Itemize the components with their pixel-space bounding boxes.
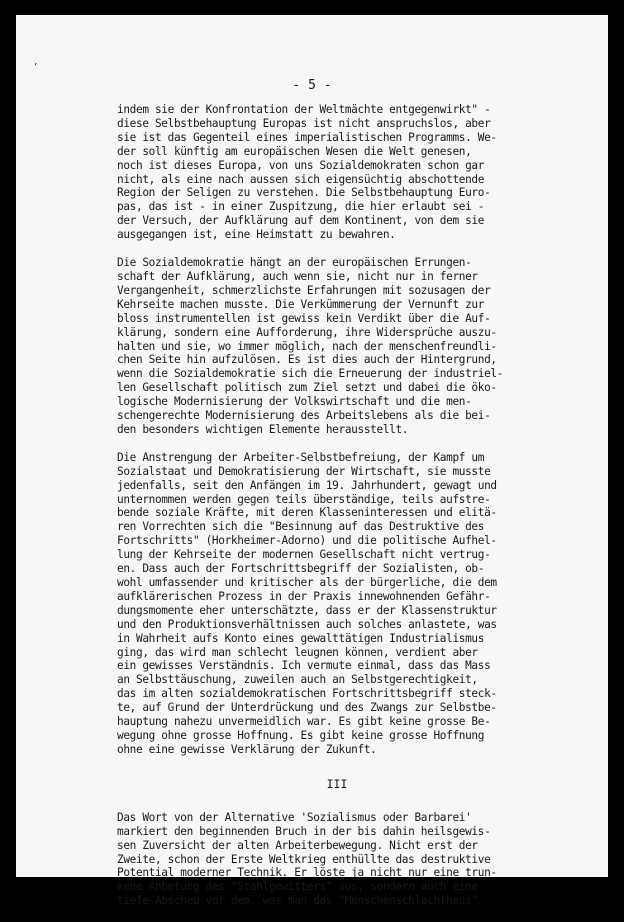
text-line: Region der Seligen zu verstehen. Die Selbstbehauptung Euro- bbox=[117, 186, 491, 200]
text-line: in Wahrheit aufs Konto eines gewalttätigen Industrialismus bbox=[117, 631, 485, 645]
text-line: an Selbsttäuschung, zuweilen auch an Selbstgerechtigkeit, bbox=[117, 673, 478, 687]
text-line: bloss instrumentellen ist gewiss kein Verdikt über die Auf- bbox=[117, 311, 491, 325]
text-line: Das Wort von der Alternative 'Sozialismus oder Barbarei' bbox=[117, 810, 472, 824]
text-line: te, auf Grund der Unterdrückung und des Zwangs zur Selbstbe- bbox=[117, 701, 497, 715]
text-line: markiert den beginnenden Bruch in der bis dahin heilsgewis- bbox=[117, 824, 491, 838]
text-line: der soll künftig am europäischen Wesen die Welt genesen, bbox=[117, 144, 472, 158]
text-line: klärung, sondern eine Aufforderung, ihre Widersprüche auszu- bbox=[117, 325, 497, 339]
text-line: schaft der Aufklärung, auch wenn sie, nicht nur in ferner bbox=[117, 269, 478, 283]
text-line: wenn die Sozialdemokratie sich die Erneuerung der industriel- bbox=[117, 367, 504, 381]
text-line: diese Selbstbehauptung Europas ist nicht anspruchslos, aber bbox=[117, 116, 491, 130]
text-line: tiefe Abscheu vor dem, was man das "Menschenschlachthaus" bbox=[117, 894, 478, 908]
text-line: Zweite, schon der Erste Weltkrieg enthüllte das destruktive bbox=[117, 852, 491, 866]
text-line: Potential moderner Technik. Er löste ja nicht nur eine trun- bbox=[117, 866, 497, 880]
text-line: ein gewisses Verständnis. Ich vermute einmal, dass das Mass bbox=[117, 659, 491, 673]
text-line: Die Anstrengung der Arbeiter-Selbstbefreiung, der Kampf um bbox=[117, 450, 485, 464]
text-line: bende soziale Kräfte, mit deren Klasseninteressen und elitä- bbox=[117, 506, 497, 520]
document-page bbox=[16, 15, 608, 908]
text-line: len Gesellschaft politisch zum Ziel setzt und dabei die öko- bbox=[117, 381, 497, 395]
text-line: aufklärerischen Prozess in der Praxis innewohnenden Gefähr- bbox=[117, 589, 491, 603]
text-line: halten und sie, wo immer möglich, nach der menschenfreundli- bbox=[117, 339, 497, 353]
text-line: logische Modernisierung der Volkswirtschaft und die men- bbox=[117, 395, 472, 409]
section-heading: III bbox=[326, 776, 348, 791]
text-line: wohl umfassender und kritischer als der bürgerliche, die dem bbox=[117, 576, 497, 589]
text-line: schengerechte Modernisierung des Arbeitslebens als die bei- bbox=[117, 409, 491, 423]
page-number: - 5 - bbox=[292, 78, 332, 93]
text-line: ren Vorrechten sich die "Besinnung auf das Destruktive des bbox=[117, 520, 485, 534]
text-line: und den Produktionsverhältnissen auch solches anlastete, was bbox=[117, 617, 497, 631]
text-line: Vergangenheit, schmerzlichste Erfahrungen mit sozusagen der bbox=[117, 283, 491, 297]
body-text bbox=[117, 103, 555, 922]
text-line: jedenfalls, seit den Anfängen im 19. Jahrhundert, gewagt und bbox=[117, 478, 497, 492]
paragraph bbox=[117, 451, 555, 757]
text-line: Die Sozialdemokratie hängt an der europäischen Errungen- bbox=[117, 256, 472, 270]
paragraph bbox=[117, 103, 555, 242]
text-line: das im alten sozialdemokratischen Fortschrittsbegriff steck- bbox=[117, 687, 497, 701]
text-line: pas, das ist - in einer Zuspitzung, die hier erlaubt sei - bbox=[117, 200, 485, 214]
text-line: wegung ohne grosse Hoffnung. Es gibt keine grosse Hoffnung bbox=[117, 728, 485, 742]
paragraphs-before-section bbox=[117, 103, 555, 757]
text-line: noch ist dieses Europa, von uns Sozialdemokraten schon gar bbox=[117, 158, 485, 172]
text-line: sie ist das Gegenteil eines imperialistischen Programms. We- bbox=[117, 130, 497, 144]
text-line: Sozialstaat und Demokratisierung der Wirtschaft, sie musste bbox=[117, 464, 491, 478]
paragraph bbox=[117, 256, 555, 437]
text-line: Fortschritts" (Horkheimer-Adorno) und die politische Aufhel- bbox=[117, 534, 497, 548]
text-line: dungsmomente eher unterschätzte, dass er der Klassenstruktur bbox=[117, 603, 497, 617]
text-line: en. Dass auch der Fortschrittsbegriff der Sozialisten, ob- bbox=[117, 562, 485, 576]
text-line: den besonders wichtigen Elemente herausstellt. bbox=[117, 422, 409, 436]
text-line: chen Seite hin aufzulösen. Es ist dies auch der Hintergrund, bbox=[117, 353, 497, 367]
paragraph bbox=[117, 811, 555, 908]
text-line: Kehrseite machen musste. Die Verkümmerung der Vernunft zur bbox=[117, 297, 485, 311]
text-line: sen Zuversicht der alten Arbeiterbewegung. Nicht erst der bbox=[117, 838, 478, 852]
text-line: hauptung nahezu unvermeidlich war. Es gibt keine grosse Be- bbox=[117, 715, 491, 729]
text-line: unternommen werden gegen teils überständige, teils aufstre- bbox=[117, 492, 491, 506]
text-line: ging, das wird man schlecht leugnen können, verdient aber bbox=[117, 645, 478, 659]
text-line: indem sie der Konfrontation der Weltmächte entgegenwirkt" - bbox=[117, 103, 491, 116]
text-line: der Versuch, der Aufklärung auf dem Kontinent, von dem sie bbox=[117, 214, 485, 228]
text-line: ausgegangen ist, eine Heimstatt zu bewahren. bbox=[117, 228, 396, 242]
text-line: lung der Kehrseite der modernen Gesellschaft nicht vertrug- bbox=[117, 548, 491, 562]
text-line: kene Anbetung des "Stahlgewitters" aus, sondern auch eine bbox=[117, 880, 478, 894]
text-line: ohne eine gewisse Verklärung der Zukunft. bbox=[117, 742, 377, 756]
text-line: nicht, als eine nach aussen sich eigensüchtig abschottende bbox=[117, 172, 485, 186]
paragraphs-after-section bbox=[117, 811, 555, 908]
stray-mark: ’ bbox=[34, 62, 38, 73]
